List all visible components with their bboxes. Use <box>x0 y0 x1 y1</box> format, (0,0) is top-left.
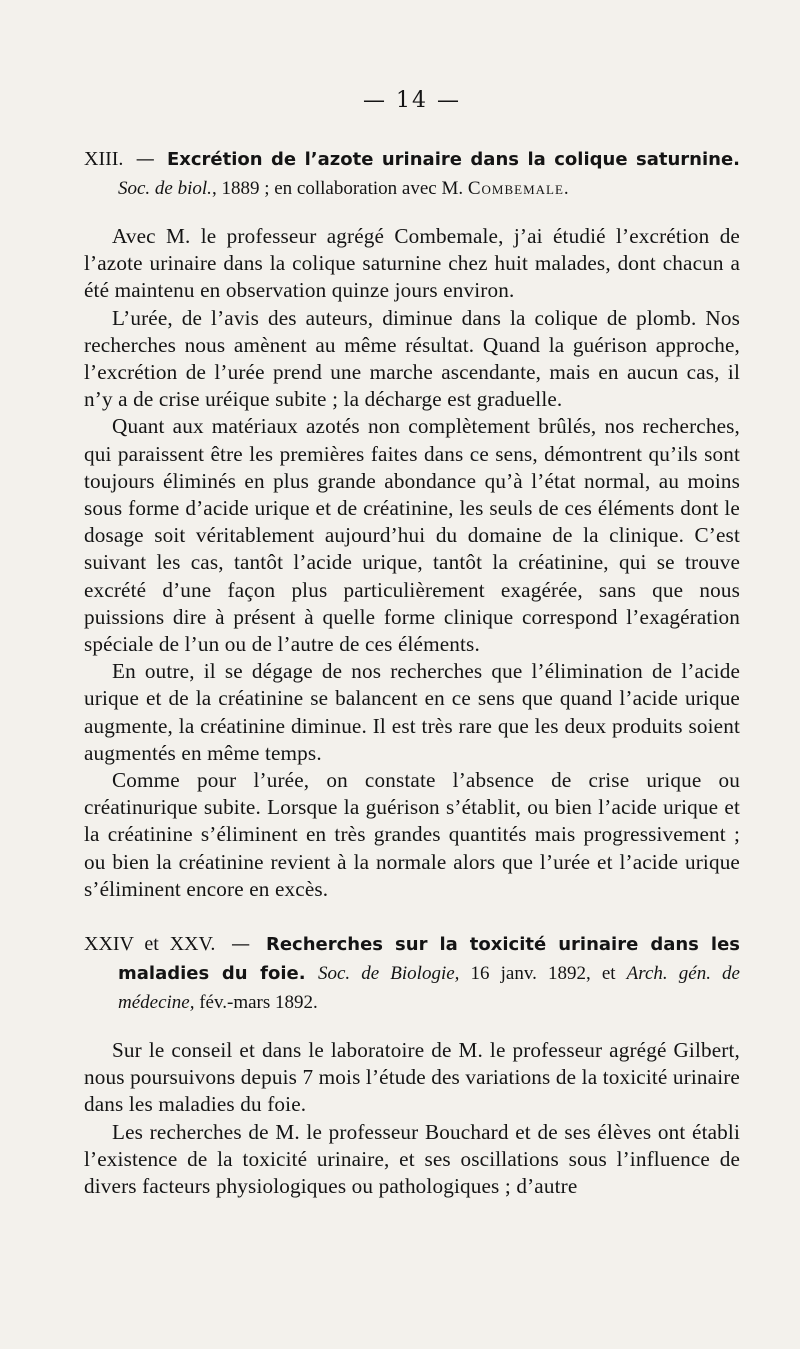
entry-dash: — <box>231 933 251 956</box>
reference-journal: Soc. de Biologie, <box>317 963 460 985</box>
page-number: — 14 — <box>363 88 461 113</box>
document-page <box>84 88 740 1200</box>
entry-title: Recherches sur la toxicité urinaire dans les maladies du foie. <box>118 934 741 985</box>
entry-reference <box>118 178 570 199</box>
section-spacer <box>84 903 740 930</box>
reference-detail: , 1889 ; en collaboration avec M. <box>211 178 468 199</box>
paragraph: Comme pour l’urée, on constate l’absence de crise urique ou créatinurique subite. Lorsque la guérison s’établit, ou bien l’acide urique et la créatinine s’éliminent en très grandes quantités mais progressivement ; ou bien la créatinine revient à la normale alors que l’urée et l’acide urique s’éliminent encore en excès. <box>84 768 740 901</box>
paragraph: Quant aux matériaux azotés non complètement brûlés, nos recherches, qui paraissent être les premières faites dans ce sens, démontrent qu’ils sont toujours éliminés en plus grande abondance qu’à l’état normal, au moins sous forme d’acide urique et de créatinine, les seuls de ces éléments dont le dosage soit véritablement aujourd’hui du domaine de la clinique. C’est suivant les cas, tantôt l’acide urique, tantôt la créatinine, qui se trouve excrété d’une façon plus particulièrement exagérée, sans que nous puissions dire à présent à quelle forme clinique correspond l’exagération spéciale de l’un ou de l’autre de ces éléments. <box>84 414 740 657</box>
paragraph: Les recherches de M. le professeur Bouchard et de ses élèves ont établi l’existence de la toxicité urinaire, et ses oscillations sous l’influence de divers facteurs physiologiques ou pathologiques ; d’autre <box>84 1119 740 1199</box>
entry-dash: — <box>135 148 155 170</box>
entry-title: Excrétion de l’azote urinaire dans la colique saturnine. <box>166 149 740 170</box>
reference-detail-2: fév.-mars 1892. <box>194 992 318 1014</box>
entry-number: XIII. <box>84 148 124 170</box>
paragraph: Avec M. le professeur agrégé Combemale, j’ai étudié l’excrétion de l’azote urinaire dans la colique saturnine chez huit malades, dont chacun a été maintenu en observation quinze jours environ. <box>84 224 740 303</box>
reference-journal-2: Arch. gén. de médecine, <box>118 963 740 1014</box>
paragraph: L’urée, de l’avis des auteurs, diminue dans la colique de plomb. Nos recherches nous amènent au même résultat. Quand la guérison approche, l’excrétion de l’urée prend une marche ascendante, mais en aucun cas, il n’y a de crise uréique subite ; la décharge est graduelle. <box>84 305 740 412</box>
paragraph: Sur le conseil et dans le laboratoire de M. le professeur agrégé Gilbert, nous poursuivons depuis 7 mois l’étude des variations de la toxicité urinaire dans les maladies du foie. <box>84 1038 740 1117</box>
entry-xxiv-xxv <box>84 930 740 1200</box>
entry-heading <box>84 930 740 1017</box>
reference-journal: Soc. de biol. <box>118 178 212 199</box>
paragraph: En outre, il se dégage de nos recherches que l’élimination de l’acide urique et de la créatinine se balancent en ce sens que quand l’acide urique augmente, la créatinine diminue. Il est très rare que les deux produits soient augmentés en même temps. <box>84 659 740 765</box>
reference-author: Combemale. <box>467 178 570 199</box>
entry-number: XXIV et XXV. <box>84 933 216 956</box>
entry-xiii <box>84 145 740 903</box>
entry-heading <box>84 145 740 203</box>
reference-detail: 16 janv. 1892, et <box>459 963 627 985</box>
